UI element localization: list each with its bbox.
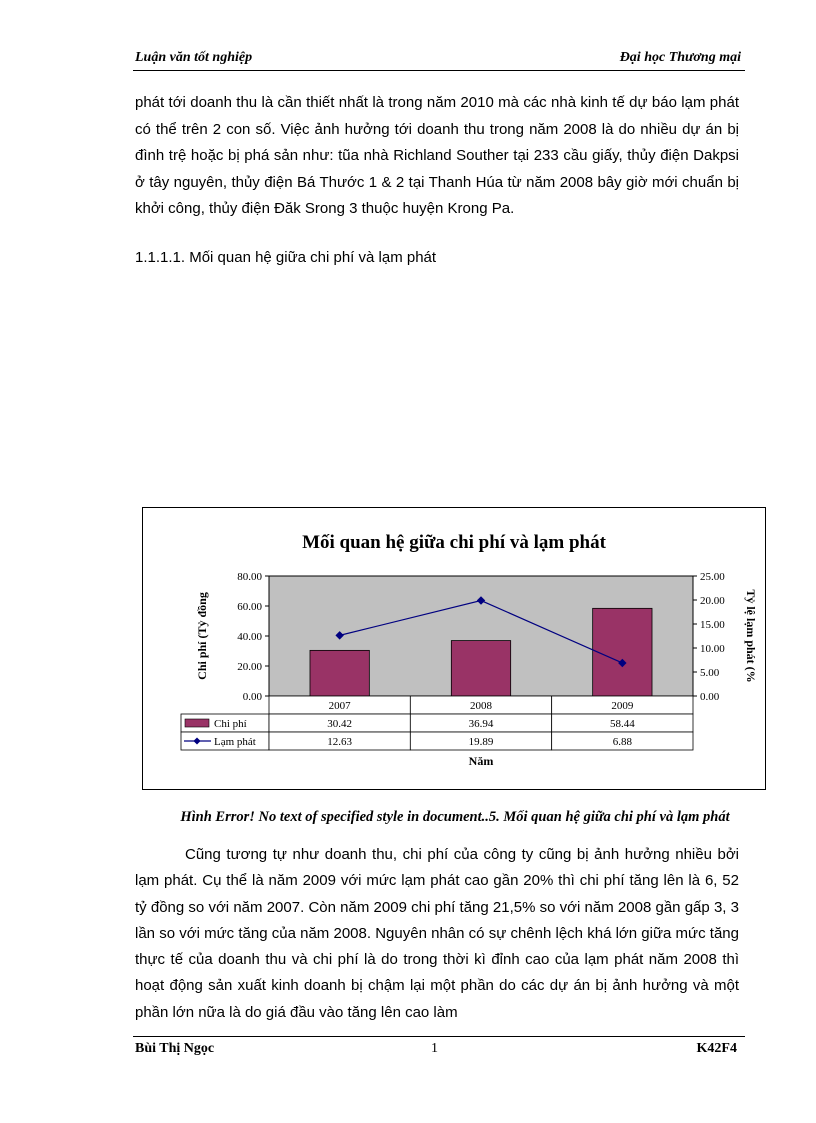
body-paragraph-1: phát tới doanh thu là cần thiết nhất là trong năm 2010 mà các nhà kinh tế dự báo lạm phát có thể trên 2 con số. Việc ảnh hưởng tới doanh thu trong năm 2008 là do nhiều dự án bị đình trệ hoặc bị phá sản như: tũa nhà Richland Souther tại 233 cầu giấy, thủy điện Dakpsi ở tây nguyên, thủy điện Bá Thước 1 & 2 tại Thanh Húa từ năm 2008 bây giờ mới chuẩn bị khởi công, thủy điện Đăk Srong 3 thuộc huyện Krong Pa. [135, 94, 739, 217]
page-header [133, 50, 745, 71]
data-label: 12.63 [327, 736, 353, 748]
footer-page-number: 1 [431, 1041, 438, 1056]
y2-tick-label: 0.00 [700, 691, 720, 703]
y2-tick-label: 25.00 [700, 571, 725, 583]
body-paragraph-2 [135, 842, 739, 1026]
bar-chi-phi [310, 650, 369, 696]
page-footer [133, 1036, 745, 1059]
y2-tick-label: 5.00 [700, 667, 720, 679]
bar-chi-phi [593, 608, 652, 696]
y2-tick-label: 20.00 [700, 595, 725, 607]
y-tick-label: 40.00 [237, 631, 262, 643]
data-label: 30.42 [327, 718, 353, 730]
data-label: 58.44 [609, 718, 635, 730]
y2-axis-title: Tỷ lệ lạm phát (% [744, 589, 758, 683]
data-label: 19.89 [468, 736, 494, 748]
y2-tick-label: 10.00 [700, 643, 725, 655]
data-label: 6.88 [612, 736, 632, 748]
category-label: 2009 [611, 700, 634, 712]
y2-tick-label: 15.00 [700, 619, 725, 631]
section-heading: 1.1.1.1. Mối quan hệ giữa chi phí và lạm phát [135, 249, 437, 266]
footer-class-code: K42F4 [696, 1041, 737, 1056]
y-tick-label: 0.00 [242, 691, 262, 703]
y-tick-label: 20.00 [237, 661, 262, 673]
category-label: 2008 [470, 700, 492, 712]
figure-caption: Hình Error! No text of specified style in document..5. Mối quan hệ giữa chi phí và lạm phát [180, 809, 730, 825]
y-tick-label: 60.00 [237, 601, 262, 613]
body-paragraph-2-text: Cũng tương tự như doanh thu, chi phí của công ty cũng bị ảnh hưởng nhiều bởi lạm phát. Cụ thể là năm 2009 với mức lạm phát cao gần 20% thì chi phí tăng lên là 6, 52 tỷ đồng so với năm 2007. Còn năm 2009 chi phí tăng 21,5% so với năm 2008 gần gấp 3, 3 lần so với mức tăng của năm 2008. Nguyên nhân có sự chênh lệch khá lớn giữa mức tăng thực tế của doanh thu và chi phí là do trong thời kì đỉnh cao của lạm phát năm 2008 thì hoạt động sản xuất kinh doanh bị chậm lại một phần do các dự án bị ảnh hưởng và một phần lớn nữa là do giá đầu vào tăng lên cao làm [135, 846, 739, 1021]
legend-label: Lạm phát [214, 736, 256, 748]
category-label: 2007 [328, 700, 351, 712]
bar-chi-phi [451, 641, 510, 696]
header-university-label: Đại học Thương mại [619, 50, 741, 65]
footer-author: Bùi Thị Ngọc [135, 1041, 215, 1056]
chart-title: Mối quan hệ giữa chi phí và lạm phát [302, 532, 606, 553]
y-tick-label: 80.00 [237, 571, 262, 583]
combo-chart [143, 508, 765, 789]
legend-label: Chi phí [214, 718, 247, 730]
header-thesis-label: Luận văn tốt nghiệp [135, 50, 253, 65]
data-label: 36.94 [468, 718, 494, 730]
y-axis-title: Chi phí (Tỷ đồng [195, 592, 209, 680]
x-axis-title: Năm [468, 754, 494, 768]
legend-key-bar [185, 719, 209, 727]
chart-frame [142, 507, 766, 790]
